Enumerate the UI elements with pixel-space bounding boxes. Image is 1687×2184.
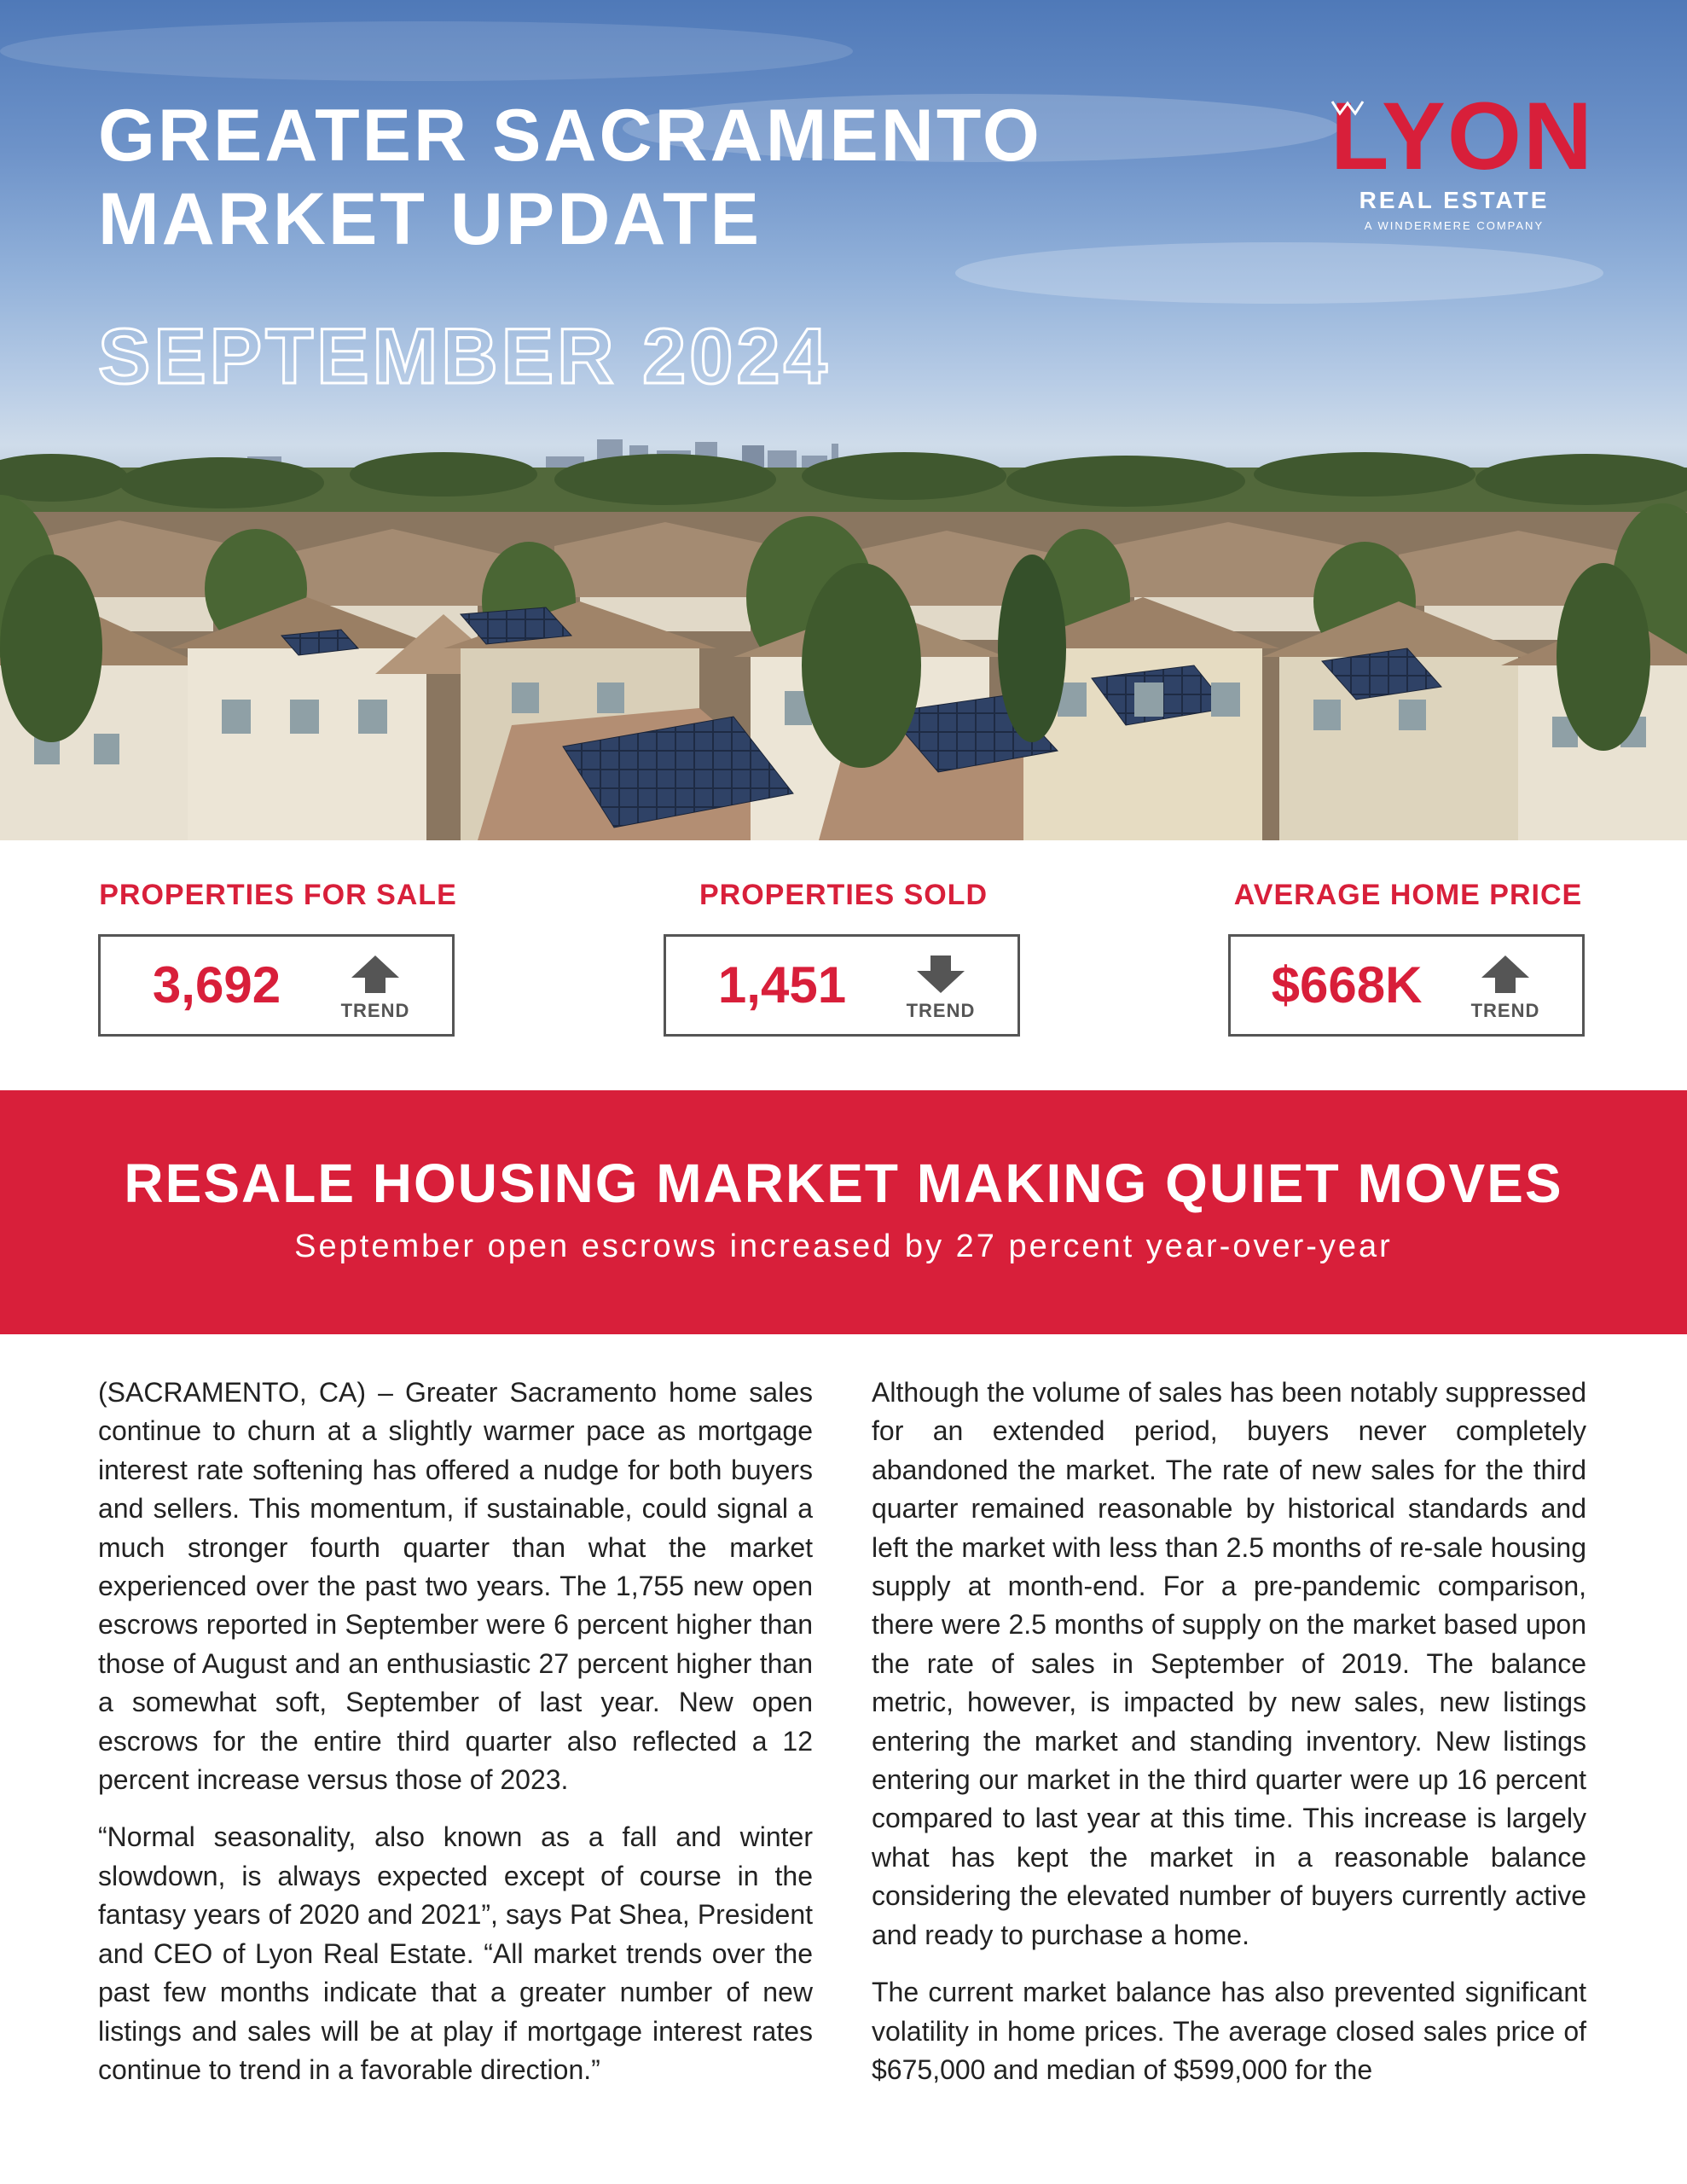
stat-value: 3,692 <box>152 956 281 1014</box>
stat-average-home-price <box>1228 879 1588 1037</box>
article-column-right <box>872 1374 1586 2108</box>
stat-value: 1,451 <box>717 956 847 1014</box>
trend-label: TREND <box>906 1000 976 1021</box>
hero-banner <box>0 0 1687 840</box>
article-paragraph: “Normal seasonality, also known as a fall and winter slowdown, is always expected except of course in the fantasy years of 2020 and 2021”, says Pat Shea, President and CEO of Lyon Real Estate. “All market trends over the past few months indicate that a greater number of new listings and sales will be at play if mortgage interest rates continue to trend in a favorable direction.” <box>98 1821 813 2085</box>
trend-indicator <box>1463 937 1548 1034</box>
logo-subtitle: REAL ESTATE <box>1359 187 1550 213</box>
stat-label: PROPERTIES FOR SALE <box>99 879 457 911</box>
logo-wordmark: LYON <box>1330 83 1594 189</box>
title-line-1: GREATER SACRAMENTO <box>98 95 1042 177</box>
arrow-down-icon <box>917 956 965 993</box>
title-line-2: MARKET UPDATE <box>98 178 762 260</box>
page-title <box>98 94 1042 261</box>
logo-tagline: A WINDERMERE COMPANY <box>1364 219 1545 232</box>
article-paragraph: The current market balance has also prevented significant volatility in home prices. The average closed sales price of $675,000 and median of $599,000 for the <box>872 1977 1586 2085</box>
arrow-up-icon <box>1481 956 1529 993</box>
headline: RESALE HOUSING MARKET MAKING QUIET MOVES <box>124 1153 1563 1214</box>
trend-indicator <box>898 937 983 1034</box>
article-paragraph: Although the volume of sales has been notably suppressed for an extended period, buyers never completely abandoned the market. The rate of new sales for the third quarter remained reasonable by historical standards and left the market with less than 2.5 months of re-sale housing supply at month-end. For a pre-pandemic comparison, there were 2.5 months of supply on the market based upon the rate of sales in September of 2019. The balance metric, however, is impacted by new sales, new listings entering the market and standing inventory. New listings entering our market in the third quarter were up 16 percent compared to last year at this time. This increase is largely what has kept the market in a reasonable balance considering the elevated number of buyers currently active and ready to purchase a home. <box>872 1377 1586 1950</box>
trend-label: TREND <box>1470 1000 1540 1021</box>
stat-box <box>664 934 1020 1037</box>
stat-properties-for-sale <box>98 879 458 1037</box>
stat-box <box>98 934 455 1037</box>
article-column-left <box>98 1374 813 2108</box>
trend-indicator <box>333 937 418 1034</box>
report-date: SEPTEMBER 2024 <box>98 313 831 400</box>
stat-box <box>1228 934 1585 1037</box>
stat-properties-sold <box>664 879 1023 1037</box>
windermere-mark-icon <box>1330 98 1365 117</box>
arrow-up-icon <box>351 956 399 993</box>
trend-label: TREND <box>340 1000 410 1021</box>
stat-value: $668K <box>1271 956 1423 1014</box>
subheadline: September open escrows increased by 27 percent year-over-year <box>294 1228 1393 1264</box>
article-paragraph: (SACRAMENTO, CA) – Greater Sacramento home sales continue to churn at a slightly warmer pace as mortgage interest rate softening has offered a nudge for both buyers and sellers. This momentum, if sustainable, could signal a much stronger fourth quarter than what the market experienced over the past two years. The 1,755 new open escrows reported in September were 6 percent higher than those of August and an enthusiastic 27 percent higher than a somewhat soft, September of last year. New open escrows for the entire third quarter also reflected a 12 percent increase versus those of 2023. <box>98 1377 813 1796</box>
headline-banner <box>0 1090 1687 1334</box>
lyon-logo <box>1330 83 1594 232</box>
stat-label: AVERAGE HOME PRICE <box>1233 879 1583 911</box>
stat-label: PROPERTIES SOLD <box>699 879 988 911</box>
